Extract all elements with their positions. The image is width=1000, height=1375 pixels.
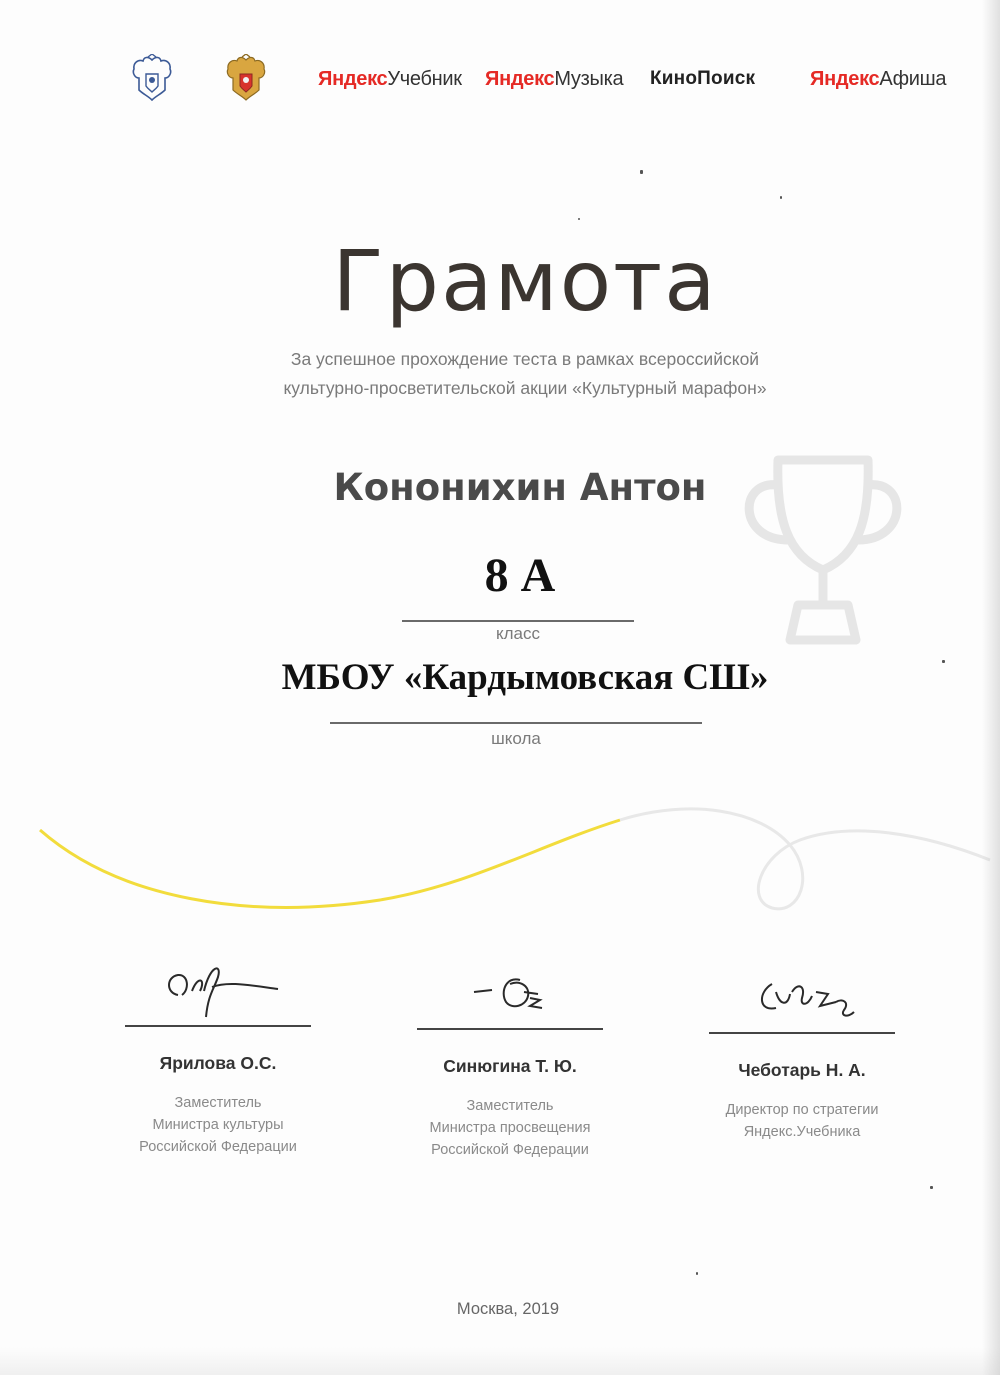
signatory-role (704, 1099, 900, 1143)
role-line: Министра культуры (152, 1117, 284, 1133)
scan-speck (578, 218, 580, 220)
role-line: Яндекс.Учебника (743, 1124, 861, 1140)
kinopoisk-logo: КиноПоиск (650, 68, 756, 89)
school-value: МБОУ «Кардымовская СШ» (281, 657, 769, 698)
signature-line (125, 1025, 311, 1027)
scan-speck (780, 196, 782, 199)
handwritten-signature (732, 962, 872, 1032)
subtitle-line: За успешное прохождение теста в рамках всероссийской (290, 349, 760, 369)
certificate-title: Грамота (332, 232, 718, 330)
scan-speck (696, 1272, 698, 1275)
decorative-swoosh (0, 790, 1000, 950)
place-and-year: Москва, 2019 (456, 1300, 560, 1318)
role-line: Заместитель (466, 1098, 554, 1114)
role-line: Директор по стратегии (725, 1102, 879, 1118)
role-line: Российской Федерации (139, 1139, 297, 1155)
signatory-name: Чеботарь Н. А. (738, 1060, 866, 1080)
signature-block (412, 958, 608, 1161)
signatory-name: Синюгина Т. Ю. (443, 1056, 577, 1076)
yandex-uchebnik-logo: ЯндексУчебник (318, 68, 462, 90)
role-line: Российской Федерации (431, 1142, 589, 1158)
class-underline (402, 620, 634, 622)
handwritten-signature (148, 955, 288, 1025)
scan-speck (640, 170, 643, 174)
subtitle-line: культурно-просветительской акции «Культурный марафон» (283, 378, 767, 398)
school-underline (330, 722, 702, 724)
signatory-role (118, 1092, 318, 1158)
signature-block (118, 955, 318, 1158)
signatory-role (412, 1095, 608, 1161)
recipient-name: Кононихин Антон (333, 466, 707, 509)
header-logos (0, 50, 1000, 110)
class-value: 8 А (484, 549, 556, 602)
scan-edge-shadow (0, 1347, 1000, 1375)
yandex-afisha-logo: ЯндексАфиша (810, 68, 947, 90)
yandex-muzyka-logo: ЯндексМузыка (485, 68, 624, 90)
role-line: Министра просвещения (429, 1120, 591, 1136)
scan-edge-shadow (982, 0, 1000, 1375)
signature-line (709, 1032, 895, 1034)
role-line: Заместитель (174, 1095, 262, 1111)
class-label: класс (495, 624, 540, 643)
school-label: школа (491, 729, 541, 748)
handwritten-signature (440, 958, 580, 1028)
signatory-name: Ярилова О.С. (159, 1053, 277, 1073)
signature-block (704, 962, 900, 1143)
certificate-subtitle (230, 345, 820, 403)
coat-of-arms-icon (222, 54, 270, 104)
scan-speck (930, 1186, 933, 1189)
coat-of-arms-icon (128, 54, 176, 104)
scan-speck (942, 660, 945, 663)
signature-line (417, 1028, 603, 1030)
